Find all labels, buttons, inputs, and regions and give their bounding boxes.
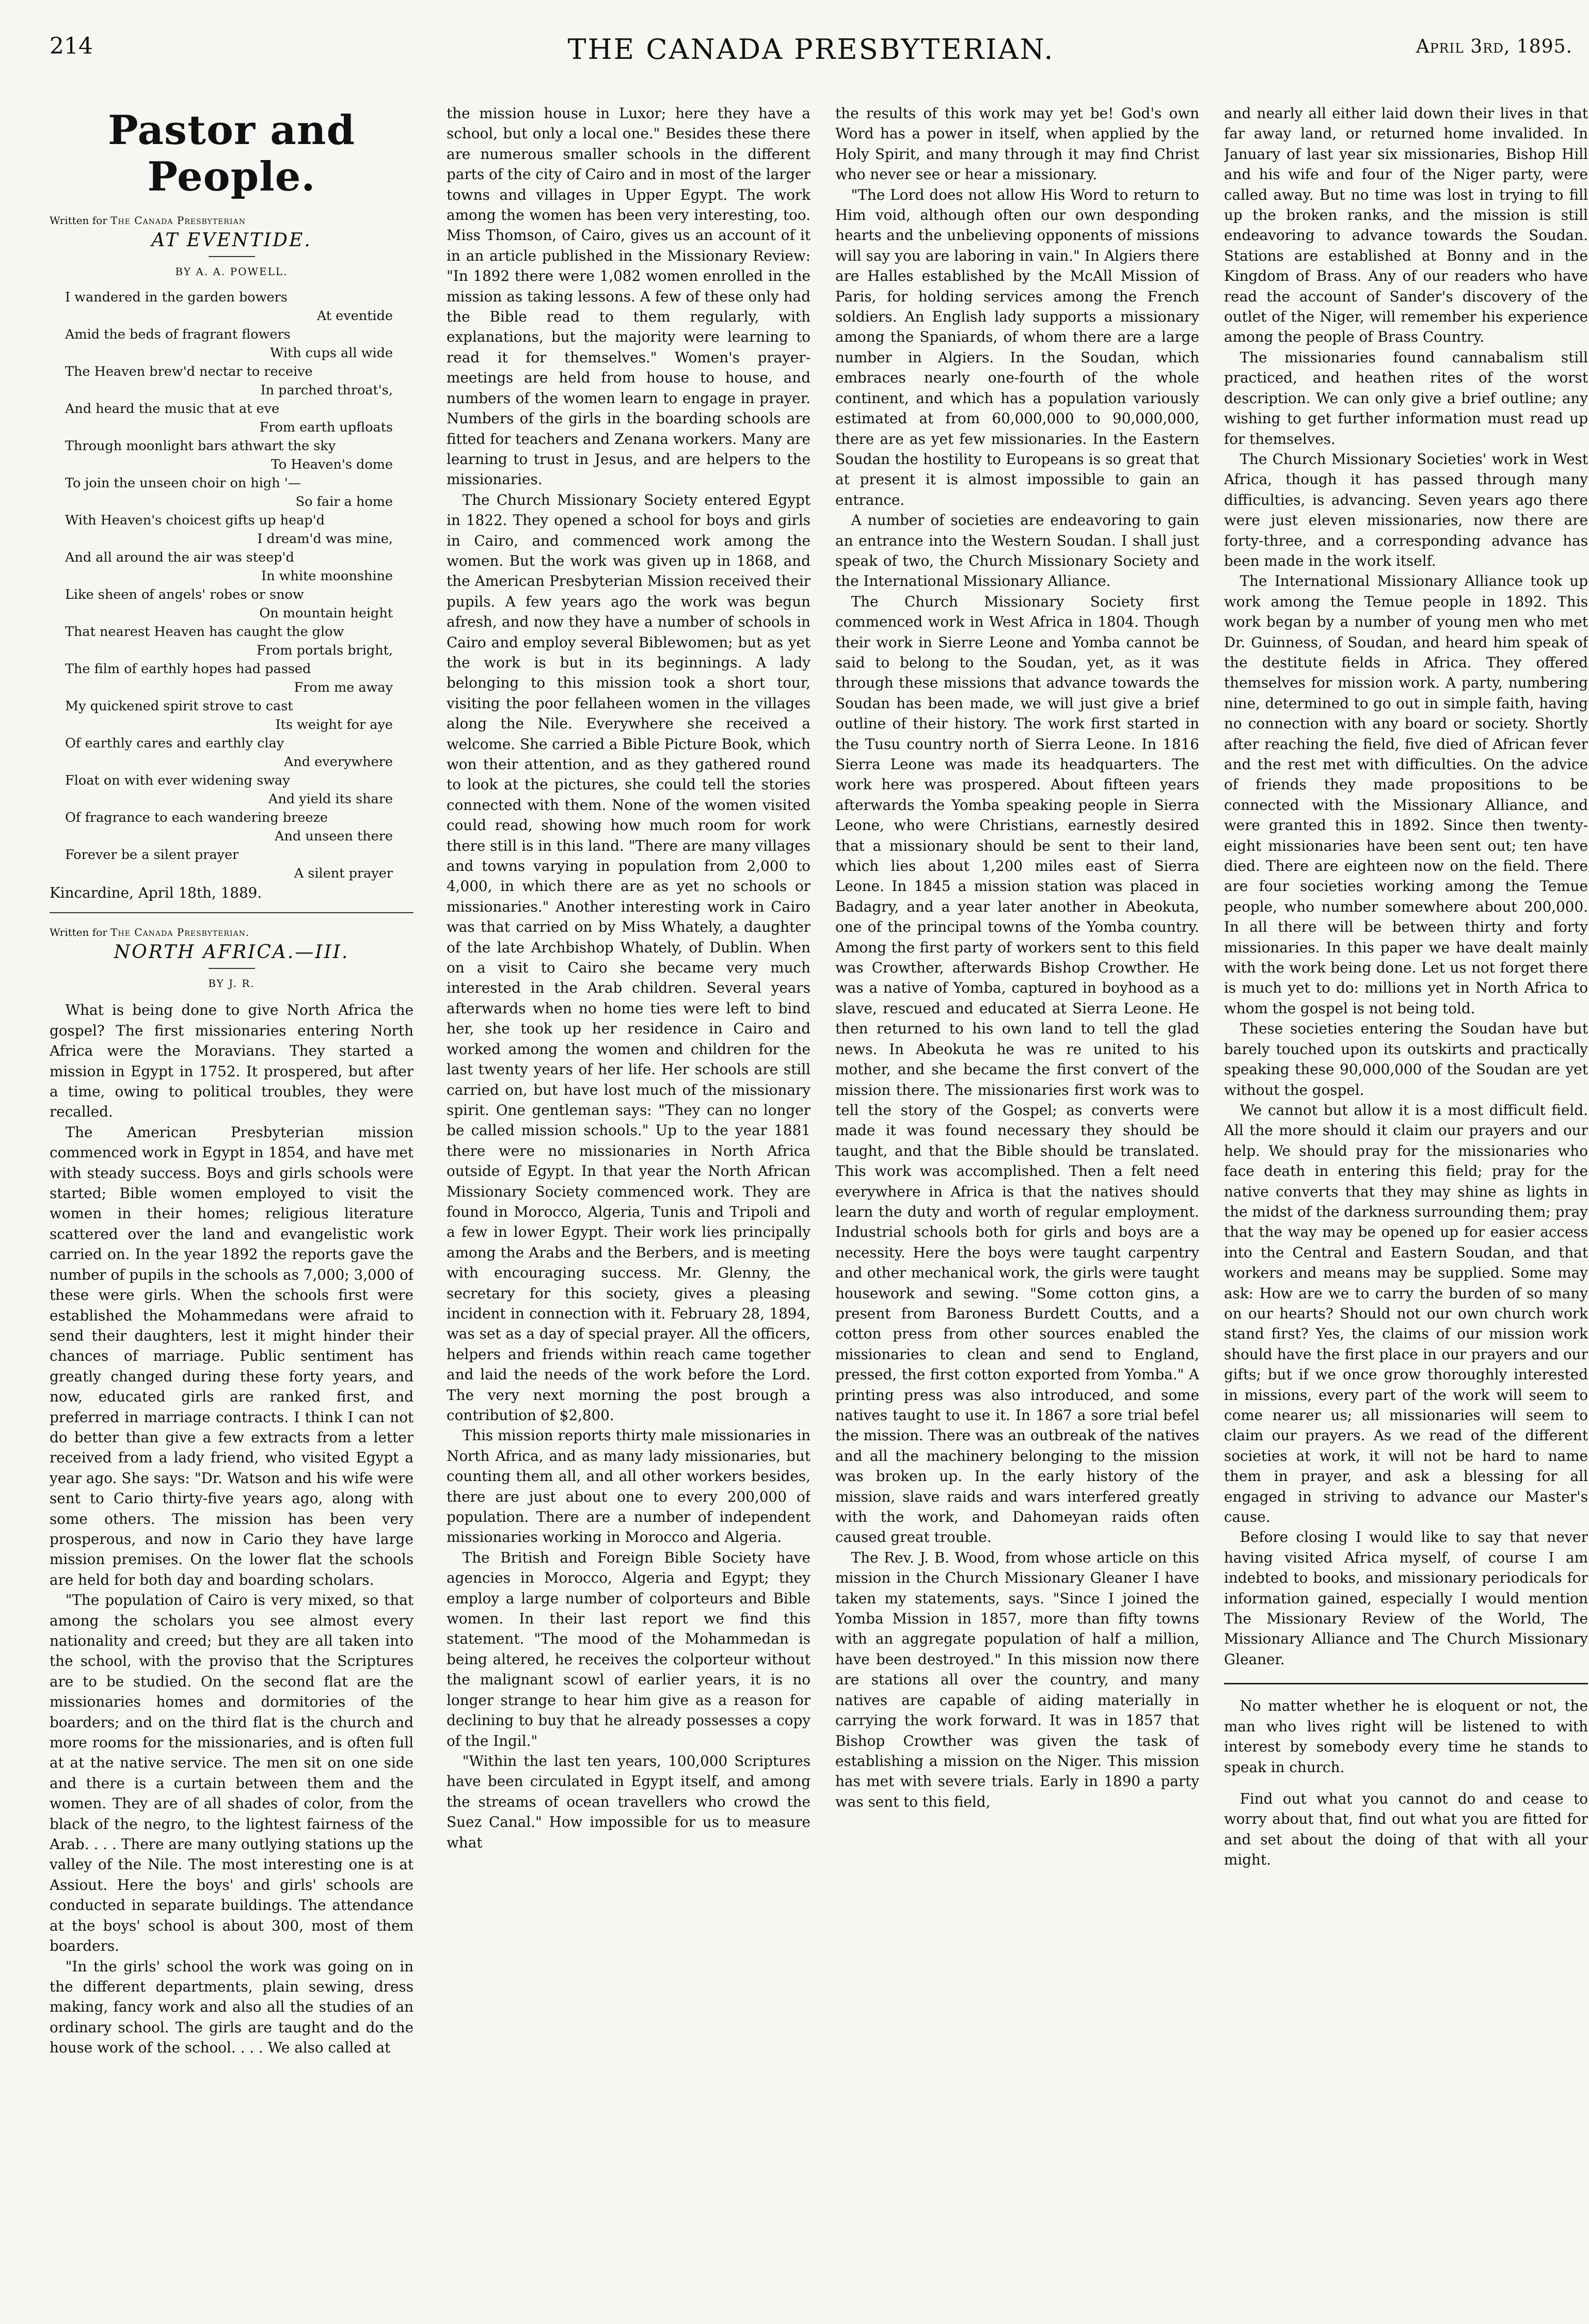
poem-line: The Heaven brew'd nectar to receive [65,364,313,379]
poem-credit [50,214,414,227]
article-author: BY J. R. [208,977,255,990]
poem-line: Like sheen of angels' robes or snow [65,587,304,602]
paragraph: This mission reports thirty male missionaries in North Africa, and as many lady missionaries, but counting them all, and all other workers besides, there are just about one to every 200,000 of population. There are a number of independent missionaries working in Morocco and Algeria. [447,1427,811,1546]
paragraph: and nearly all either laid down their lives in that far away land, or returned home invalided. In January of last year six missionaries, Bishop Hill and his wife and four of the Niger party, were called away. But no time was lost in trying to fill up the broken ranks, and the mission is still endeavoring to advance towards the Soudan. Stations are established at Bonny and in the Kingdom of Brass. Any of our readers who have read the account of Sander's discovery of the outlet of the Niger, will remember his experience among the people of Brass Country. [1224,105,1588,346]
paragraph: A number of societies are endeavoring to gain an entrance into the Western Soudan. I shall just speak of two, the Church Missionary Society and the International Missionary Alliance. [835,512,1199,590]
title-rule [209,256,255,257]
poem-line: And all around the air was steep'd [65,550,294,565]
poem-line: I wandered in the garden bowers [65,290,288,305]
article-credit [50,926,414,939]
paragraph: The British and Foreign Bible Society have agencies in Morocco, Algeria and Egypt; they employ a large number of colporteurs and Bible women. In their last report we find this statement. "The mood of the Mohammedan is being altered, he receives the colporteur without the malignant scowl of earlier years, it is no longer strange to hear him give as a reason for declining to buy that he already possesses a copy of the Ingil." [447,1549,811,1749]
poem-line-refrain: And yield its share [268,791,393,807]
paragraph: The Church Missionary Societies' work in West Africa, though it has passed through many difficulties, is advancing. Seven years ago there were just eleven missionaries, now there are forty-three, and a corresponding advance has been made in the work itself. [1224,450,1588,569]
paragraph: We cannot but allow it is a most difficult field. All the more should it claim our prayers and our help. We should pray for the missionaries who face death in entering this field; pray for the native converts that they may shine as lights in the midst of the darkness surrounding them; pray that the way may be opened up for easier access into the Central and Eastern Soudan, and that workers and means may be supplied. Some may ask: How are we to carry the burden of so many on our hearts? Should not our own church work stand first? Yes, the claims of our mission work should have the first place in our prayers and our gifts; but if we once grow thoroughly interested in missions, every part of the work will seem to come nearer us; all missionaries will seem to claim our prayers. As we read of the different societies at work, it will not be hard to name them in prayer, and ask a blessing for all engaged in striving to advance our Master's cause. [1224,1101,1588,1526]
paragraph: "Within the last ten years, 100,000 Scriptures have been circulated in Egypt itself, and among the streams of ocean travellers who crowd the Suez Canal." How impossible for us to measure what [447,1752,811,1851]
poem-line-refrain: Its weight for aye [275,717,393,733]
poem-line-refrain: A silent prayer [294,866,393,881]
paragraph: The Church Missionary Society first commenced work in West Africa in 1804. Though their work in Sierre Leone and Yomba cannot be said to belong to the Soudan, yet, as it was through these missions that advance towards the Soudan has been made, we will just give a brief outline of their history. The work first started in the Tusu country north of Sierra Leone. In 1816 Sierra Leone was made its headquarters. The work here was prospered. About fifteen years afterwards the Yomba speaking people in Sierra Leone, who were Christians, earnestly desired that a missionary should be sent to their land, which lies about 1,200 miles east of Sierra Leone. In 1845 a mission station was placed in Badagry, and a year later another in Abeokuta, one of the principal towns of the Yomba country. Among the first party of workers sent to this field was Crowther, afterwards Bishop Crowther. He was a native of Yomba, captured in boyhood as a slave, rescued and educated at Sierra Leone. He then returned to his own land to tell the glad news. In Abeokuta he was re united to his mother, and she became the first convert of the mission there. The missionaries first work was to tell the story of the Gospel; as converts were made it was found necessary they should be taught, and that the Bible should be translated. This work was accomplished. Then a felt need everywhere in Africa is that the natives should learn the duty and worth of regular employment. Industrial schools both for girls and boys are a necessity. Here the boys were taught carpentry and other mechanical work, the girls were taught housework and sewing. "Some cotton gins, a present from Baroness Burdett Coutts, and a cotton press from other sources enabled the missionaries to clean and send to England, pressed, the first cotton exported from Yomba." A printing press was also introduced, and some natives taught to use it. In 1867 a sore trial befel the mission. There was an outbreak of the natives and all the machinery belonging to the mission was broken up. In the early history of the mission, slave raids and wars interfered greatly with the work, and Dahomeyan raids often caused great trouble. [835,593,1199,1546]
poem-line-refrain: From earth upfloats [259,420,393,435]
poem-author: BY A. A. POWELL. [175,265,288,278]
poem-line: My quickened spirit strove to cast [65,698,293,714]
filler-divider [1224,1683,1588,1684]
poem-line: To join the unseen choir on high '— [65,475,301,491]
paragraph: "The Lord does not allow His Word to return to Him void, although often our own desponding hearts and the unbelieving opponents of missions will say you are laboring in vain." In Algiers there are Halles established by the McAll Mission of Paris, for holding services among the French soldiers. An English lady supports a missionary among the Spaniards, of whom there are a large number in Algiers. In the Soudan, which embraces nearly one-fourth of the whole continent, and which has a population variously estimated at from 60,000,000 to 90,000,000, there are as yet few missionaries. In the Eastern Soudan the hostility to Europeans is so great that at present it is almost impossible to gain an entrance. [835,186,1199,508]
paragraph: These societies entering the Soudan have but barely touched upon its outskirts and practically speaking these 90,000,000 of the Soudan are yet without the gospel. [1224,1020,1588,1099]
poem-line: And heard the music that at eve [65,401,280,417]
paragraph: "In the girls' school the work was going on in the different departments, plain sewing, dress making, fancy work and also all the studies of an ordinary school. The girls are taught and do the house work of the school. . . . We also called at [50,1957,414,2057]
poem-line-refrain: And unseen there [275,829,393,844]
poem-line: Of fragrance to each wandering breeze [65,810,328,825]
column-1 [50,103,414,2307]
poem-line-refrain: In parched throat's, [260,383,393,398]
masthead: THE CANADA PRESBYTERIAN. [567,33,1055,66]
poem-line: Amid the beds of fragrant flowers [65,327,291,342]
poem-line-refrain: From me away [294,680,393,695]
poem-line-refrain: From portals bright, [257,643,393,658]
article-title: NORTH AFRICA.—III. [114,942,349,963]
paragraph: The American Presbyterian mission commenced work in Egypt in 1854, and have met with steady success. Boys and girls schools were started; Bible women employed to visit the women in their homes; religious literature scattered over the land and evangelistic work carried on. In the year 1892 the reports gave the number of pupils in the schools as 7,000; 3,000 of these were girls. When the schools first were established the Mohammedans were afraid to send their daughters, lest it might hinder their chances of marriage. Public sentiment has greatly changed during these forty years, and now, educated girls are ranked first, and preferred in marriage contracts. I think I can not do better than give a few extracts from a letter received from a lady friend, who visited Egypt a year ago. She says: "Dr. Watson and his wife were sent to Cario thirty-five years ago, along with some others. The mission has been very prosperous, and now in Cario they have large mission premises. On the lower flat the schools are held for both day and boarding scholars. [50,1123,414,1588]
poem-line: That nearest Heaven has caught the glow [65,624,344,640]
poem-line-refrain: And everywhere [283,754,393,770]
poem-line: With Heaven's choicest gifts up heap'd [65,513,325,528]
issue-date: April 3rd, 1895. [1416,36,1572,57]
filler-paragraph: No matter whether he is eloquent or not, the man who lives right will be listened to with interest by somebody every time he stands to speak in church. [1224,1697,1588,1776]
poem-line: Forever be a silent prayer [65,847,239,863]
section-title: Pastor and People. [107,107,356,200]
poem-credit-paper: The Canada Presbyterian [110,214,246,227]
paragraph: The International Missionary Alliance took up work among the Temue people in 1892. This work began by a number of young men who met Dr. Guinness, of Soudan, and heard him speak of the destitute fields in Africa. They offered themselves for mission work. A party, numbering nine, determined to go out in simple faith, having no connection with any board or society. Shortly after reaching the field, five died of African fever and the rest met with difficulties. On the advice of friends they made propositions to be connected with the Missionary Alliance, and were granted this in 1892. Since then twenty-eight missionaries have been sent out; ten have died. There are eighteen now on the field. There are four societies working among the Temue people, who number somewhere about 200,000. In all there will be between thirty and forty missionaries. In this paper we have dealt mainly with the work being done. Let us not forget there is much yet to do: millions yet in North Africa to whom the gospel is not being told. [1224,572,1588,1017]
poem-title: AT EVENTIDE. [151,230,312,251]
poem-credit-prefix: Written for [50,214,107,227]
poem-line: Of earthly cares and earthly clay [65,736,284,751]
poem-line-refrain: To Heaven's dome [271,457,393,472]
paragraph: the results of this work may yet be! God's own Word has a power in itself, when applied by the Holy Spirit, and many through it may find Christ who never see or hear a missionary. [835,105,1199,183]
poem-line-refrain: In white moonshine [261,568,393,584]
column-4 [1224,103,1588,2307]
paragraph: the mission house in Luxor; here they have a school, but only a local one." Besides these there are numerous smaller schools in the different parts of the city of Cairo and in most of the larger towns and villages in Upper Egypt. The work among the women has been very interesting, too. Miss Thomson, of Cairo, gives us an account of it in an article published in the Missionary Review: "In 1892 there were 1,082 women enrolled in the mission as taking lessons. A few of these only had the Bible read to them regularly, with explanations, but the majority were learning to read it for themselves." Women's prayer-meetings are held from house to house, and numbers of the women learn to engage in prayer. Numbers of the girls in the boarding schools are fitted for teachers and Zenana workers. Many are learning to trust in Jesus, and are helpers to the missionaries. [447,105,811,488]
paragraph: The Rev. J. B. Wood, from whose article on this mission in the Church Missionary Gleaner I have taken my statements, says. "Since I joined the Yomba Mission in 1857, more than fifty towns with an aggregate population of half a million, have been destroyed." In this mission now there are stations all over the country, and many natives are capable of aiding materially in carrying the work forward. It was in 1857 that Bishop Crowther was given the task of establishing a mission on the Niger. This mission has met with severe trials. Early in 1890 a party was sent to this field, [835,1549,1199,1810]
poem-line: The film of earthly hopes had passed [65,661,311,677]
paragraph: The Church Missionary Society entered Egypt in 1822. They opened a school for boys and girls in Cairo, and commenced work among the women. But the work was given up in 1868, and the American Presbyterian Mission received their pupils. A few years ago the work was begun afresh, and now they have a number of schools in Cairo and employ several Biblewomen; but as yet the work is but in its beginnings. A lady belonging to this mission took a short tour, visiting the poor fellaheen women in the villages along the Nile. Everywhere she received a welcome. She carried a Bible Picture Book, which won their attention, and as they gathered round to look at the pictures, she could tell the stories connected with them. None of the women visited could read, showing how much room for work there still is in this land. "There are many villages and towns varying in population from 2,000 to 4,000, in which there are as yet no schools or missionaries." Another interesting work in Cairo was that carried on by Miss Whately, a daughter of the late Archbishop Whately, of Dublin. When on a visit to Cairo she became very much interested in the Arab children. Several years afterwards when no home ties were left to bind her, she took up her residence in Cairo and worked among the women and children for the last twenty years of her life. Her schools are still carried on, but have lost much of the missionary spirit. One gentleman says: "They can no longer be called mission schools." Up to the year 1881 there were no missionaries in North Africa outside of Egypt. In that year the North African Missionary Society commenced work. They are found in Morocco, Algeria, Tunis and Tripoli and a few in lower Egypt. Their work lies principally among the Arabs and the Berbers, and is meeting with encouraging success. Mr. Glenny, the secretary for this society, gives a pleasing incident in connection with it. February 28, 1894, was set as a day of special prayer. All the officers, helpers and friends within reach came together and laid the needs of the work before the Lord. The very next morning the post brough a contribution of $2,800. [447,491,811,1424]
poem-line-refrain: At eventide [316,308,393,324]
section-divider [50,912,414,913]
filler-paragraph: Find out what you cannot do and cease to worry about that, find out what you are fitted for and set about the doing of that with all your might. [1224,1790,1588,1869]
paragraph: What is being done to give North Africa the gospel? The first missionaries entering North Africa were the Moravians. They started a mission in Egypt in 1752. It prospered, but after a time, owing to political troubles, they were recalled. [50,1001,414,1121]
title-rule [209,968,255,969]
column-3 [835,103,1199,2307]
poem-line: Through moonlight bars athwart the sky [65,438,336,454]
poem-line-refrain: On mountain height [259,606,393,621]
article-credit-paper: The Canada Presbyterian. [110,926,250,939]
page-number: 214 [50,33,93,59]
poem-line-refrain: With cups all wide [270,345,393,361]
column-2 [447,103,811,2307]
poem-place-date: Kincardine, April 18th, 1889. [50,884,262,901]
paragraph: Before closing I would like to say that never having visited Africa myself, of course I am indebted to books, and missionary periodicals for information gained, especially I would mention The Missionary Review of the World, The Missionary Alliance and The Church Missionary Gleaner. [1224,1529,1588,1668]
page-header [50,33,1572,74]
poem-line: Float on with ever widening sway [65,773,290,788]
paragraph: The missionaries found cannabalism still practiced, and heathen rites of the worst description. We can only give a brief outline; any wishing to get further information must read up for themselves. [1224,348,1588,448]
paragraph: "The population of Cairo is very mixed, so that among the scholars you see almost every nationality and creed; but they are all taken into the school, with the proviso that the Scriptures are to be studied. On the second flat are the missionaries homes and dormitories of the boarders; and on the third flat is the church and more rooms for the missionaries, and is often full at at the native service. The men sit on one side and there is a curtain between them and the women. They are of all shades of color, from the black of the negro, to the lightest fairness of the Arab. . . . There are many outlying stations up the valley of the Nile. The most interesting one is at Assiout. Here the boys' and girls' schools are conducted in separate buildings. The attendance at the boys' school is about 300, most of them boarders. [50,1591,414,1955]
poem-line-refrain: So fair a home [295,494,393,510]
poem [50,288,414,883]
poem-line-refrain: I dream'd was mine, [257,531,393,547]
article-credit-prefix: Written for [50,926,107,939]
